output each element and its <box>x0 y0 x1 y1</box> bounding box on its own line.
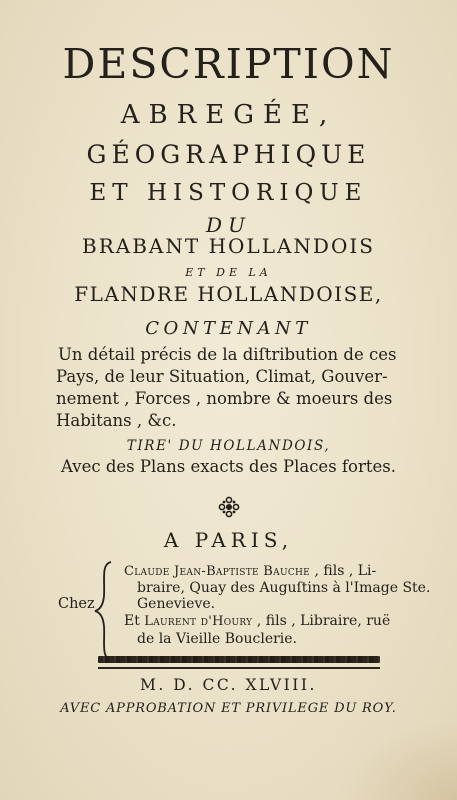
curly-brace-icon <box>93 560 115 662</box>
subtitle-et-de-la: ET DE LA <box>185 266 272 279</box>
subtitle-brabant: BRABANT HOLLANDOIS <box>82 234 375 258</box>
imprint-line-1-rest: , fils , Li- <box>310 563 377 579</box>
fleuron-ornament-icon <box>218 496 240 518</box>
chez-label: Chez <box>58 596 95 612</box>
place-of-publication: A PARIS, <box>163 528 294 552</box>
subtitle-flandre: FLANDRE HOLLANDOISE, <box>74 282 383 306</box>
subtitle-geographique: GÉOGRAPHIQUE <box>86 140 371 169</box>
imprint-line-4-rest: , fils , Libraire, ruë <box>252 613 391 629</box>
body-line-1: Un détail précis de la diſtribution de ces <box>58 345 397 364</box>
subtitle-du: DU <box>206 213 251 237</box>
printer-name-bauche: Claude Jean-Baptiste Bauche <box>124 564 311 579</box>
subtitle-abregee: ABREGÉE, <box>120 100 337 130</box>
body-line-4: Habitans , &c. <box>56 411 177 430</box>
printer-name-houry: Laurent d'Houry <box>144 614 253 629</box>
contenant-heading: CONTENANT <box>145 318 312 339</box>
imprint-line-3: Genevieve. <box>137 596 216 612</box>
main-title: DESCRIPTION <box>62 40 395 88</box>
imprint-line-2: braire, Quay des Auguſtins à l'Image Ste. <box>137 580 431 596</box>
ornamental-rule <box>98 656 380 663</box>
publication-year: M. D. CC. XLVIII. <box>140 676 317 694</box>
body-line-3: nement , Forces , nombre & moeurs des <box>56 389 393 408</box>
imprint-line-1 <box>124 563 376 579</box>
paper-stain <box>337 720 457 800</box>
body-line-2: Pays, de leur Situation, Climat, Gouver- <box>56 367 388 386</box>
imprint-line-5: de la Vieille Bouclerie. <box>137 631 298 647</box>
imprint-line-4 <box>124 613 390 629</box>
imprint-line-4-pre: Et <box>124 613 145 629</box>
thin-rule <box>98 667 380 669</box>
tire-du-hollandois: TIRE' DU HOLLANDOIS, <box>126 438 331 454</box>
subtitle-historique: ET HISTORIQUE <box>89 180 368 206</box>
plans-line: Avec des Plans exacts des Places fortes. <box>61 457 396 476</box>
privilege-line: AVEC APPROBATION ET PRIVILEGE DU ROY. <box>60 701 397 716</box>
